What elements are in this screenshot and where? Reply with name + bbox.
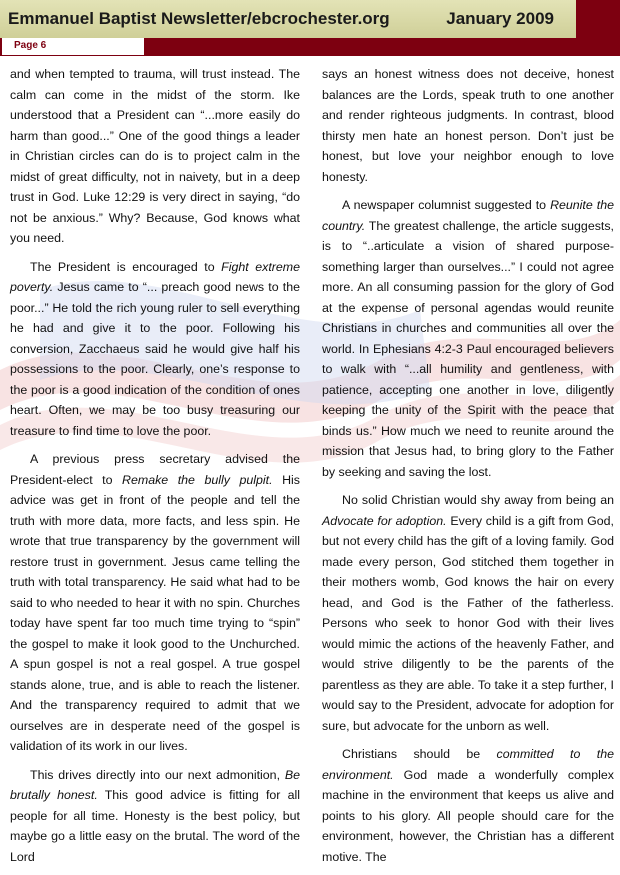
paragraph: A newspaper columnist suggested to Reunite the country. The greatest challenge, the article suggests, is to “..articulate a vision of shared purpose-something larger than ourselves...” I could not agree more. An all consuming passion for the glory of God at the expense of personal agendas would reunite Christians in churches and communities all over the world. In Ephesians 4:2-3 Paul encouraged believers to walk with “...all humility and gentleness, with patience, accepting one another in love, diligently keeping the unity of the Spirit with the peace that binds us.” How much we need to reunite around the mission that Jesus had, to bring glory to the Father by seeking and saving the lost. xyxy=(322,198,614,479)
paragraph: says an honest witness does not deceive, honest balances are the Lords, speak truth to one another and render righteous judgments. In contrast, blood thirsty men hate an honest person. Don’t just be honest, but love your neighbor enough to love honesty. xyxy=(322,67,614,184)
page-number-tab xyxy=(2,38,144,55)
corner-accent-block xyxy=(576,0,620,56)
paragraph: No solid Christian would shy away from being an Advocate for adoption. Every child is a gift from God, but not every child has the gift of a loving family. God made every person, God stitched them together in their mothers womb, God knows the hair on every head, and God is the Father of the fatherless. Persons who seek to honor God with their lives would mimic the actions of the heavenly Father, and would strive diligently to be the parents of the parentless as they are able. To take it a step further, I would say to the President, advocate for adoption for sure, but advocate for the unborn as well. xyxy=(322,493,615,733)
paragraph: This drives directly into our next admonition, Be brutally honest. This good advice is fitting for all people for all time. Honesty is the best policy, but maybe go a little easy on the brutal. The word of the Lord xyxy=(10,767,300,864)
paragraph: The President is encouraged to Fight extreme poverty. Jesus came to “... preach good news to the poor...” He told the rich young ruler to sell everything he had and give it to the poor. Following his conversion, Zacchaeus said he would give half his possessions to the poor. Clearly, one’s response to the poor is a good indication of the condition of ones heart. Often, we may be too busy treasuring our treasure to find time to love the poor. xyxy=(10,259,300,438)
paragraph: and when tempted to trauma, will trust instead. The calm can come in the midst of the storm. Ike understood that a President can “...more easily do harm than good...” One of the good things a leader in Christian circles can do is to project calm in the midst of great difficulty, not in naivety, but in a deep trust in God. Luke 12:29 is very direct in saying, “do not be anxious.” Why? Because, God knows what you need. xyxy=(10,67,300,245)
page-number-label: Page 6 xyxy=(14,40,47,51)
newsletter-header xyxy=(0,0,576,40)
paragraph: Christians should be committed to the environment. God made a wonderfully complex machine in the environment that keeps us alive and points to his glory. All people should care for the environment, however, the Christian has a different motive. The xyxy=(322,747,614,864)
paragraph: A previous press secretary advised the President-elect to Remake the bully pulpit. His advice was get in front of the people and tell the truth with more data, more facts, and less spin. He wrote that true transparency by the government will restore trust in government. Jesus came telling the truth with total transparency. He said what had to be said to who needed to hear it with no spin. Churches today have spent far too much time trying to “spin” the gospel to make it look good to the Unchurched. A spun gospel is not a real gospel. A true gospel stands alone, true, and is able to reach the listener. And the transparency required to admit that we ourselves are in desperate need of the gospel is validation of its work in our lives. xyxy=(10,452,300,753)
newsletter-title: Emmanuel Baptist Newsletter/ebcrochester.org xyxy=(8,9,390,28)
issue-date: January 2009 xyxy=(446,9,554,28)
left-text-column xyxy=(10,64,300,875)
right-text-column xyxy=(322,64,614,875)
